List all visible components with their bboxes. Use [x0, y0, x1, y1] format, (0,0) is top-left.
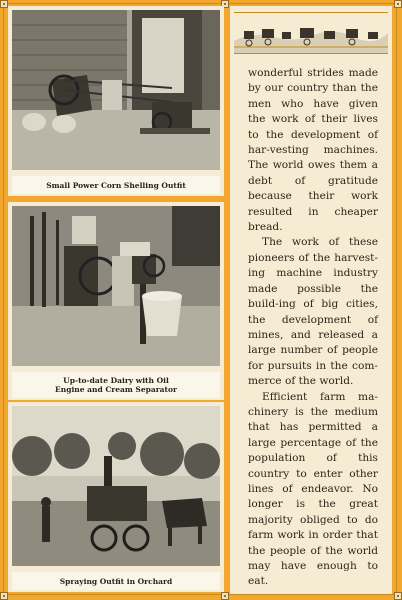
- harvest-vignette-banner: [234, 12, 388, 54]
- corner-ornament-icon: [394, 592, 402, 600]
- caption-line: Small Power Corn Shelling Outfit: [46, 180, 186, 190]
- caption-line: Up-to-date Dairy with Oil: [63, 376, 169, 385]
- orchard-spraying-outfit-photo: [12, 406, 220, 566]
- photo-column: [8, 6, 224, 594]
- photo-panel-corn-shelling: [8, 6, 224, 196]
- article-paragraph: Efficient farm ma-chinery is the medium that has permitted a large percentage of the population of this country to enter other lines of endeavor. No longer is the great majority obliged to do farm work in order that the people of the world may have enough to eat.: [248, 390, 378, 588]
- corner-ornament-icon: [0, 0, 8, 8]
- caption-line: Engine and Cream Separator: [55, 385, 177, 394]
- photo-caption: [12, 176, 220, 194]
- dairy-engine-separator-photo: [12, 206, 220, 366]
- article-body: [248, 66, 378, 590]
- photo-caption: [12, 572, 220, 590]
- article-column: [230, 6, 392, 594]
- article-paragraph: The work of these pioneers of the harvest-ing machine industry made possible the build-ing of big cities, the development of mines, and released a large number of people for pursuits in the com-merce of the world.: [248, 236, 378, 388]
- corner-ornament-icon: [394, 0, 402, 8]
- photo-panel-dairy: [8, 202, 224, 400]
- corner-ornament-icon: [0, 592, 8, 600]
- article-paragraph: wonderful strides made by our country than the men who have given the work of their lives to the development of har-vesting machines. The world owes them a debt of gratitude because their work resulted in cheaper bread.: [248, 67, 378, 234]
- photo-caption: [12, 372, 220, 398]
- corn-shelling-outfit-photo: [12, 10, 220, 170]
- photo-panel-orchard: [8, 402, 224, 592]
- caption-line: Spraying Outfit in Orchard: [59, 576, 173, 586]
